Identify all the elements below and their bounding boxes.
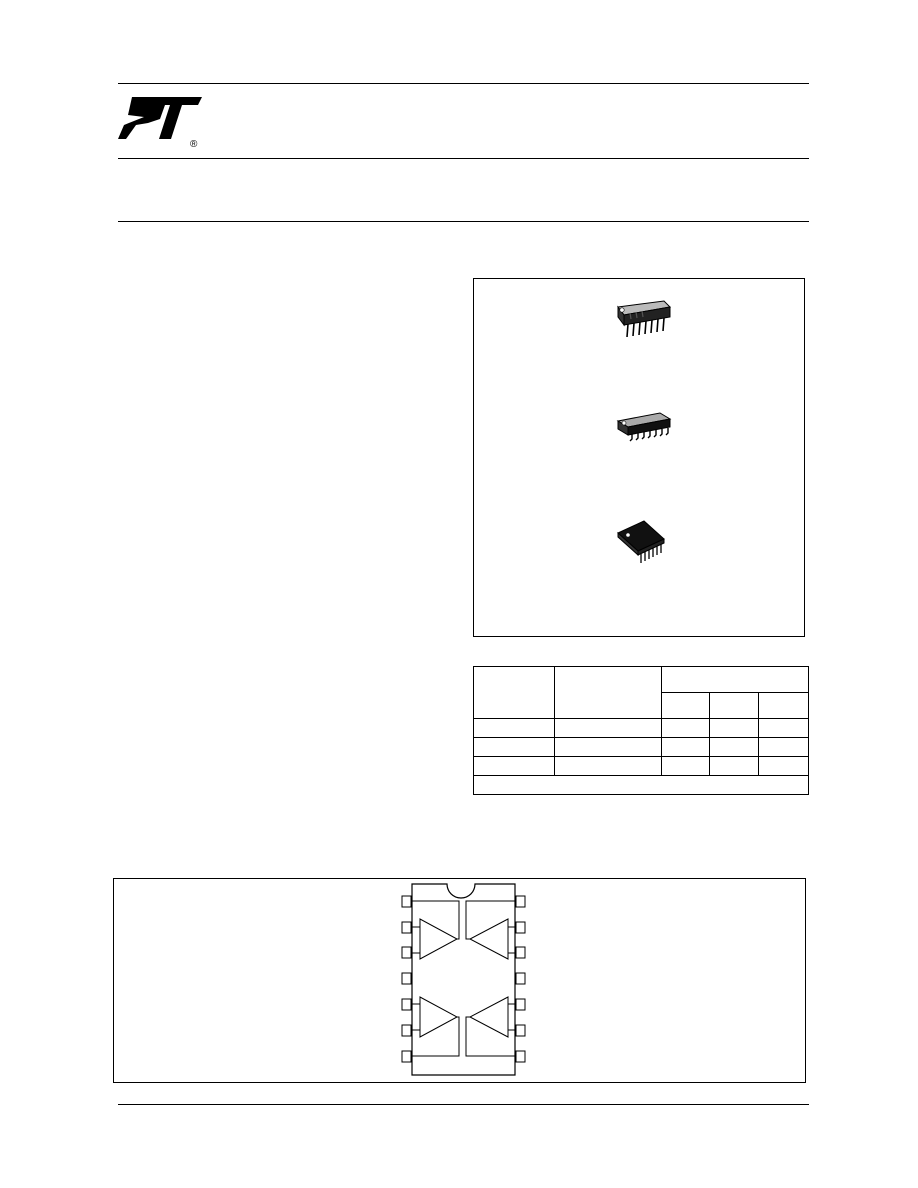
pin-connections-box xyxy=(113,878,806,1083)
header-bottom-rule xyxy=(118,221,809,222)
ic-body xyxy=(412,884,515,1075)
table-cell xyxy=(474,757,555,776)
table-note-row xyxy=(474,776,809,795)
table-cell xyxy=(710,757,759,776)
order-codes-table xyxy=(473,666,809,795)
table-cell xyxy=(662,738,710,757)
table-cell xyxy=(710,719,759,738)
header-top-rule xyxy=(118,83,809,84)
table-row xyxy=(474,738,809,757)
tssop-package-icon xyxy=(614,517,670,572)
subheader-cell xyxy=(710,693,759,719)
header-middle-rule xyxy=(118,158,809,159)
pin-4 xyxy=(402,973,411,984)
pin-2 xyxy=(402,922,411,933)
header-group-cell xyxy=(662,667,809,693)
table-cell xyxy=(474,719,555,738)
right-pins xyxy=(516,896,525,1062)
pin-5 xyxy=(402,999,411,1010)
left-pins xyxy=(402,896,411,1062)
table-cell xyxy=(555,719,662,738)
pin-9 xyxy=(516,1025,525,1036)
table-cell xyxy=(759,738,809,757)
pin-1 xyxy=(402,896,411,907)
table-cell xyxy=(759,757,809,776)
pin-8 xyxy=(516,1051,525,1062)
table-cell xyxy=(474,738,555,757)
subheader-cell xyxy=(662,693,710,719)
pinout-diagram xyxy=(114,879,807,1084)
pin-10 xyxy=(516,999,525,1010)
pin-7 xyxy=(402,1051,411,1062)
table-row xyxy=(474,719,809,738)
table-cell xyxy=(710,738,759,757)
table-row xyxy=(474,757,809,776)
table-cell xyxy=(759,719,809,738)
pin-14 xyxy=(516,896,525,907)
table-cell xyxy=(555,757,662,776)
table-header-row xyxy=(474,667,809,693)
pin-3 xyxy=(402,947,411,958)
registered-mark: ® xyxy=(190,139,198,150)
table-cell xyxy=(662,719,710,738)
pin-11 xyxy=(516,973,525,984)
pin-12 xyxy=(516,947,525,958)
package-box xyxy=(473,278,805,637)
header-cell xyxy=(555,667,662,719)
st-logo xyxy=(118,95,208,151)
pin-13 xyxy=(516,922,525,933)
footer-rule xyxy=(118,1104,809,1105)
table-cell xyxy=(662,757,710,776)
dip-package-icon xyxy=(612,297,674,346)
header-cell xyxy=(474,667,555,719)
table-cell xyxy=(555,738,662,757)
so-package-icon xyxy=(612,409,674,454)
pin-6 xyxy=(402,1025,411,1036)
table-note xyxy=(474,776,809,795)
subheader-cell xyxy=(759,693,809,719)
